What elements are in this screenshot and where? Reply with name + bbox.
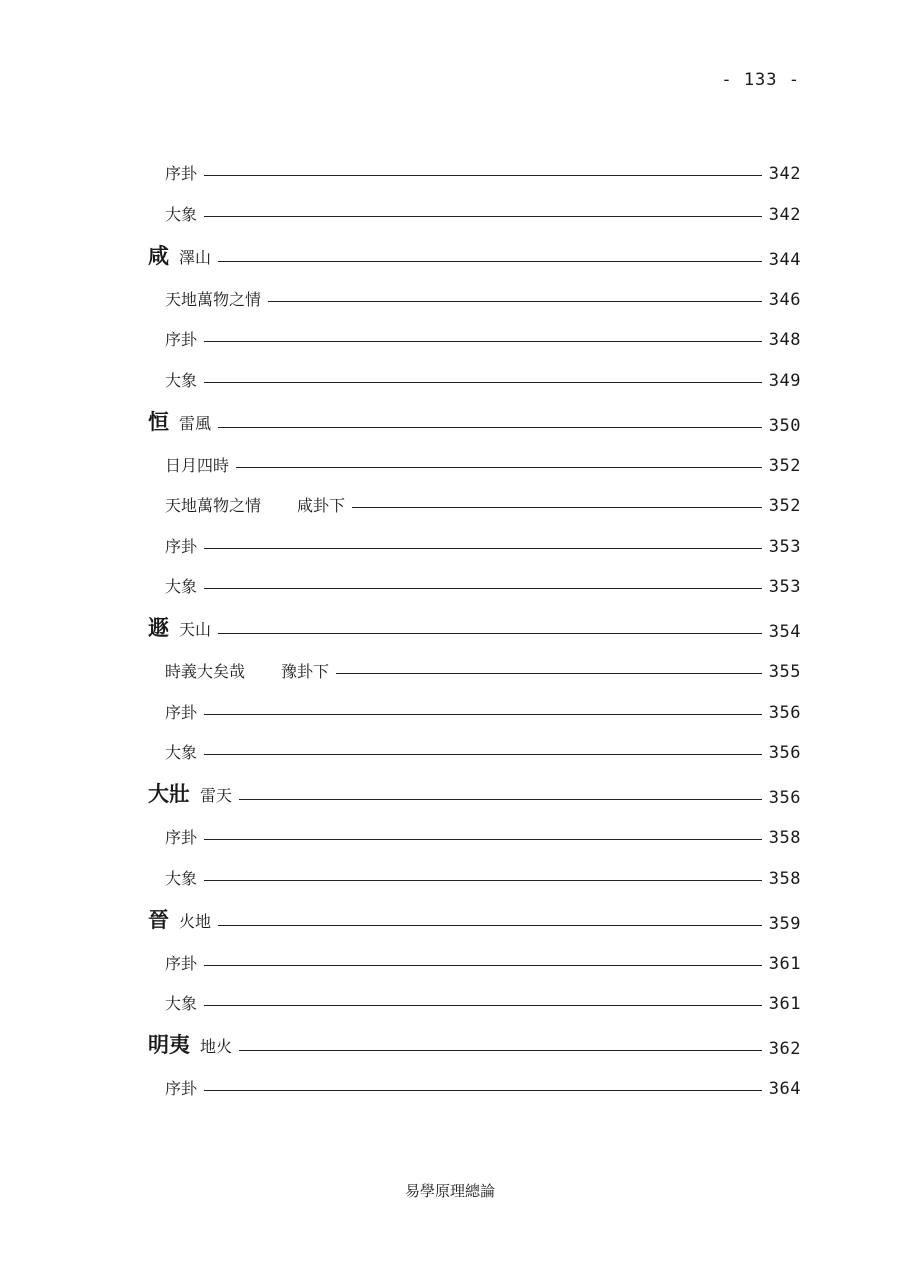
toc-page-number: 352	[768, 455, 801, 476]
subentry-label: 天地萬物之情	[165, 496, 262, 515]
toc-label	[148, 612, 211, 642]
dot-leader-line	[204, 382, 762, 383]
toc-page-number: 353	[768, 577, 801, 597]
dot-leader-line	[218, 261, 762, 262]
toc-subentry-row	[0, 367, 900, 395]
toc-subentry-row	[0, 201, 900, 229]
toc-label	[165, 700, 197, 723]
toc-page-number: 361	[768, 994, 801, 1014]
subentry-label: 序卦	[165, 828, 198, 847]
toc-page-number: 349	[768, 370, 801, 391]
trigram-label: 地火	[200, 1037, 233, 1056]
trigram-label: 天山	[179, 620, 212, 639]
toc-label	[165, 574, 197, 597]
dot-leader-line	[204, 1005, 762, 1006]
cross-reference-note: 豫卦下	[281, 662, 330, 681]
page-number: - 133 -	[721, 70, 800, 90]
toc-page-number: 356	[768, 743, 801, 763]
toc-hexagram-row	[0, 1032, 900, 1063]
toc-page-number: 350	[768, 415, 801, 436]
dot-leader-line	[218, 925, 762, 926]
subentry-label: 大象	[165, 204, 198, 224]
toc-subentry-row	[0, 160, 900, 188]
toc-page-number: 356	[768, 702, 801, 723]
toc-label	[148, 904, 211, 934]
subentry-label: 序卦	[165, 702, 198, 722]
hexagram-name: 咸	[148, 242, 169, 268]
toc-page-number: 348	[768, 330, 801, 350]
toc-page-number: 352	[768, 496, 801, 516]
dot-leader-line	[239, 799, 762, 800]
toc-label	[165, 740, 197, 763]
subentry-label: 大象	[165, 994, 198, 1013]
subentry-label: 天地萬物之情	[165, 289, 262, 309]
dot-leader-line	[204, 588, 762, 589]
dot-leader-line	[236, 467, 762, 468]
toc-page-number: 364	[768, 1079, 801, 1099]
dot-leader-line	[204, 341, 762, 342]
toc-subentry-row	[0, 286, 900, 314]
toc-hexagram-row	[0, 615, 900, 646]
toc-label	[148, 778, 232, 808]
subentry-label: 序卦	[165, 164, 198, 183]
toc-page-number: 361	[768, 953, 801, 974]
trigram-label: 雷風	[179, 413, 212, 433]
toc-label	[165, 327, 197, 350]
toc-page-number: 353	[768, 536, 801, 557]
dot-leader-line	[218, 427, 762, 428]
dot-leader-line	[352, 507, 762, 508]
dot-leader-line	[218, 633, 762, 634]
toc-label	[165, 534, 197, 557]
toc-label	[165, 825, 197, 848]
toc-label	[165, 951, 197, 974]
subentry-label: 大象	[165, 370, 198, 390]
toc-subentry-row	[0, 1075, 900, 1103]
dot-leader-line	[336, 673, 762, 674]
toc-subentry-row	[0, 492, 900, 520]
toc-label	[165, 161, 197, 184]
toc-page-number: 358	[768, 828, 801, 848]
cross-reference-note: 咸卦下	[297, 496, 346, 515]
toc-label	[165, 1076, 197, 1099]
toc-label	[148, 1029, 232, 1059]
dot-leader-line	[204, 548, 762, 549]
toc-subentry-row	[0, 990, 900, 1018]
toc-page-number: 342	[768, 164, 801, 184]
hexagram-name: 大壯	[148, 781, 190, 806]
dot-leader-line	[204, 216, 762, 217]
toc-subentry-row	[0, 865, 900, 893]
dot-leader-line	[204, 839, 762, 840]
book-title-footer: 易學原理總論	[404, 1182, 495, 1200]
toc-subentry-row	[0, 326, 900, 354]
toc-page-number: 358	[768, 868, 801, 889]
dot-leader-line	[204, 754, 762, 755]
toc-subentry-row	[0, 533, 900, 561]
toc-page-number: 346	[768, 289, 801, 310]
subentry-label: 序卦	[165, 330, 198, 349]
toc-subentry-row	[0, 452, 900, 480]
toc-subentry-row	[0, 658, 900, 686]
subentry-label: 日月四時	[165, 455, 230, 475]
toc-subentry-row	[0, 699, 900, 727]
toc-page-number: 362	[768, 1039, 801, 1059]
hexagram-name: 遯	[148, 615, 169, 640]
dot-leader-line	[204, 965, 762, 966]
hexagram-name: 晉	[148, 906, 169, 932]
subentry-label: 大象	[165, 743, 198, 762]
dot-leader-line	[204, 880, 762, 881]
toc-page-number: 342	[768, 204, 801, 225]
toc-page-number: 356	[768, 788, 801, 808]
hexagram-name: 明夷	[148, 1032, 190, 1057]
hexagram-name: 恒	[148, 408, 169, 434]
toc-label	[165, 453, 229, 476]
toc-subentry-row	[0, 824, 900, 852]
toc-label	[165, 202, 197, 225]
subentry-label: 序卦	[165, 1079, 198, 1098]
dot-leader-line	[204, 1090, 762, 1091]
toc-label	[165, 659, 329, 682]
toc-page-number: 344	[768, 249, 801, 270]
subentry-label: 時義大矣哉	[165, 662, 246, 681]
subentry-label: 大象	[165, 577, 198, 596]
subentry-label: 大象	[165, 868, 198, 888]
toc-label	[165, 493, 345, 516]
toc-hexagram-row	[0, 408, 900, 440]
toc-page-number: 359	[768, 913, 801, 934]
dot-leader-line	[239, 1050, 762, 1051]
toc-label	[165, 866, 197, 889]
toc-page-number: 355	[768, 662, 801, 682]
toc-hexagram-row	[0, 781, 900, 812]
trigram-label: 澤山	[179, 247, 212, 267]
toc-label	[165, 991, 197, 1014]
trigram-label: 雷天	[200, 786, 233, 805]
dot-leader-line	[204, 714, 762, 715]
toc-subentry-row	[0, 950, 900, 978]
trigram-label: 火地	[179, 911, 212, 931]
toc-label	[165, 287, 261, 310]
toc-page-number: 354	[768, 622, 801, 642]
toc-label	[165, 368, 197, 391]
dot-leader-line	[204, 175, 762, 176]
toc-subentry-row	[0, 573, 900, 601]
toc-label	[148, 406, 211, 436]
toc-hexagram-row	[0, 242, 900, 274]
dot-leader-line	[268, 301, 762, 302]
toc-subentry-row	[0, 739, 900, 767]
toc-label	[148, 240, 211, 270]
subentry-label: 序卦	[165, 953, 198, 973]
subentry-label: 序卦	[165, 536, 198, 556]
toc-hexagram-row	[0, 906, 900, 938]
